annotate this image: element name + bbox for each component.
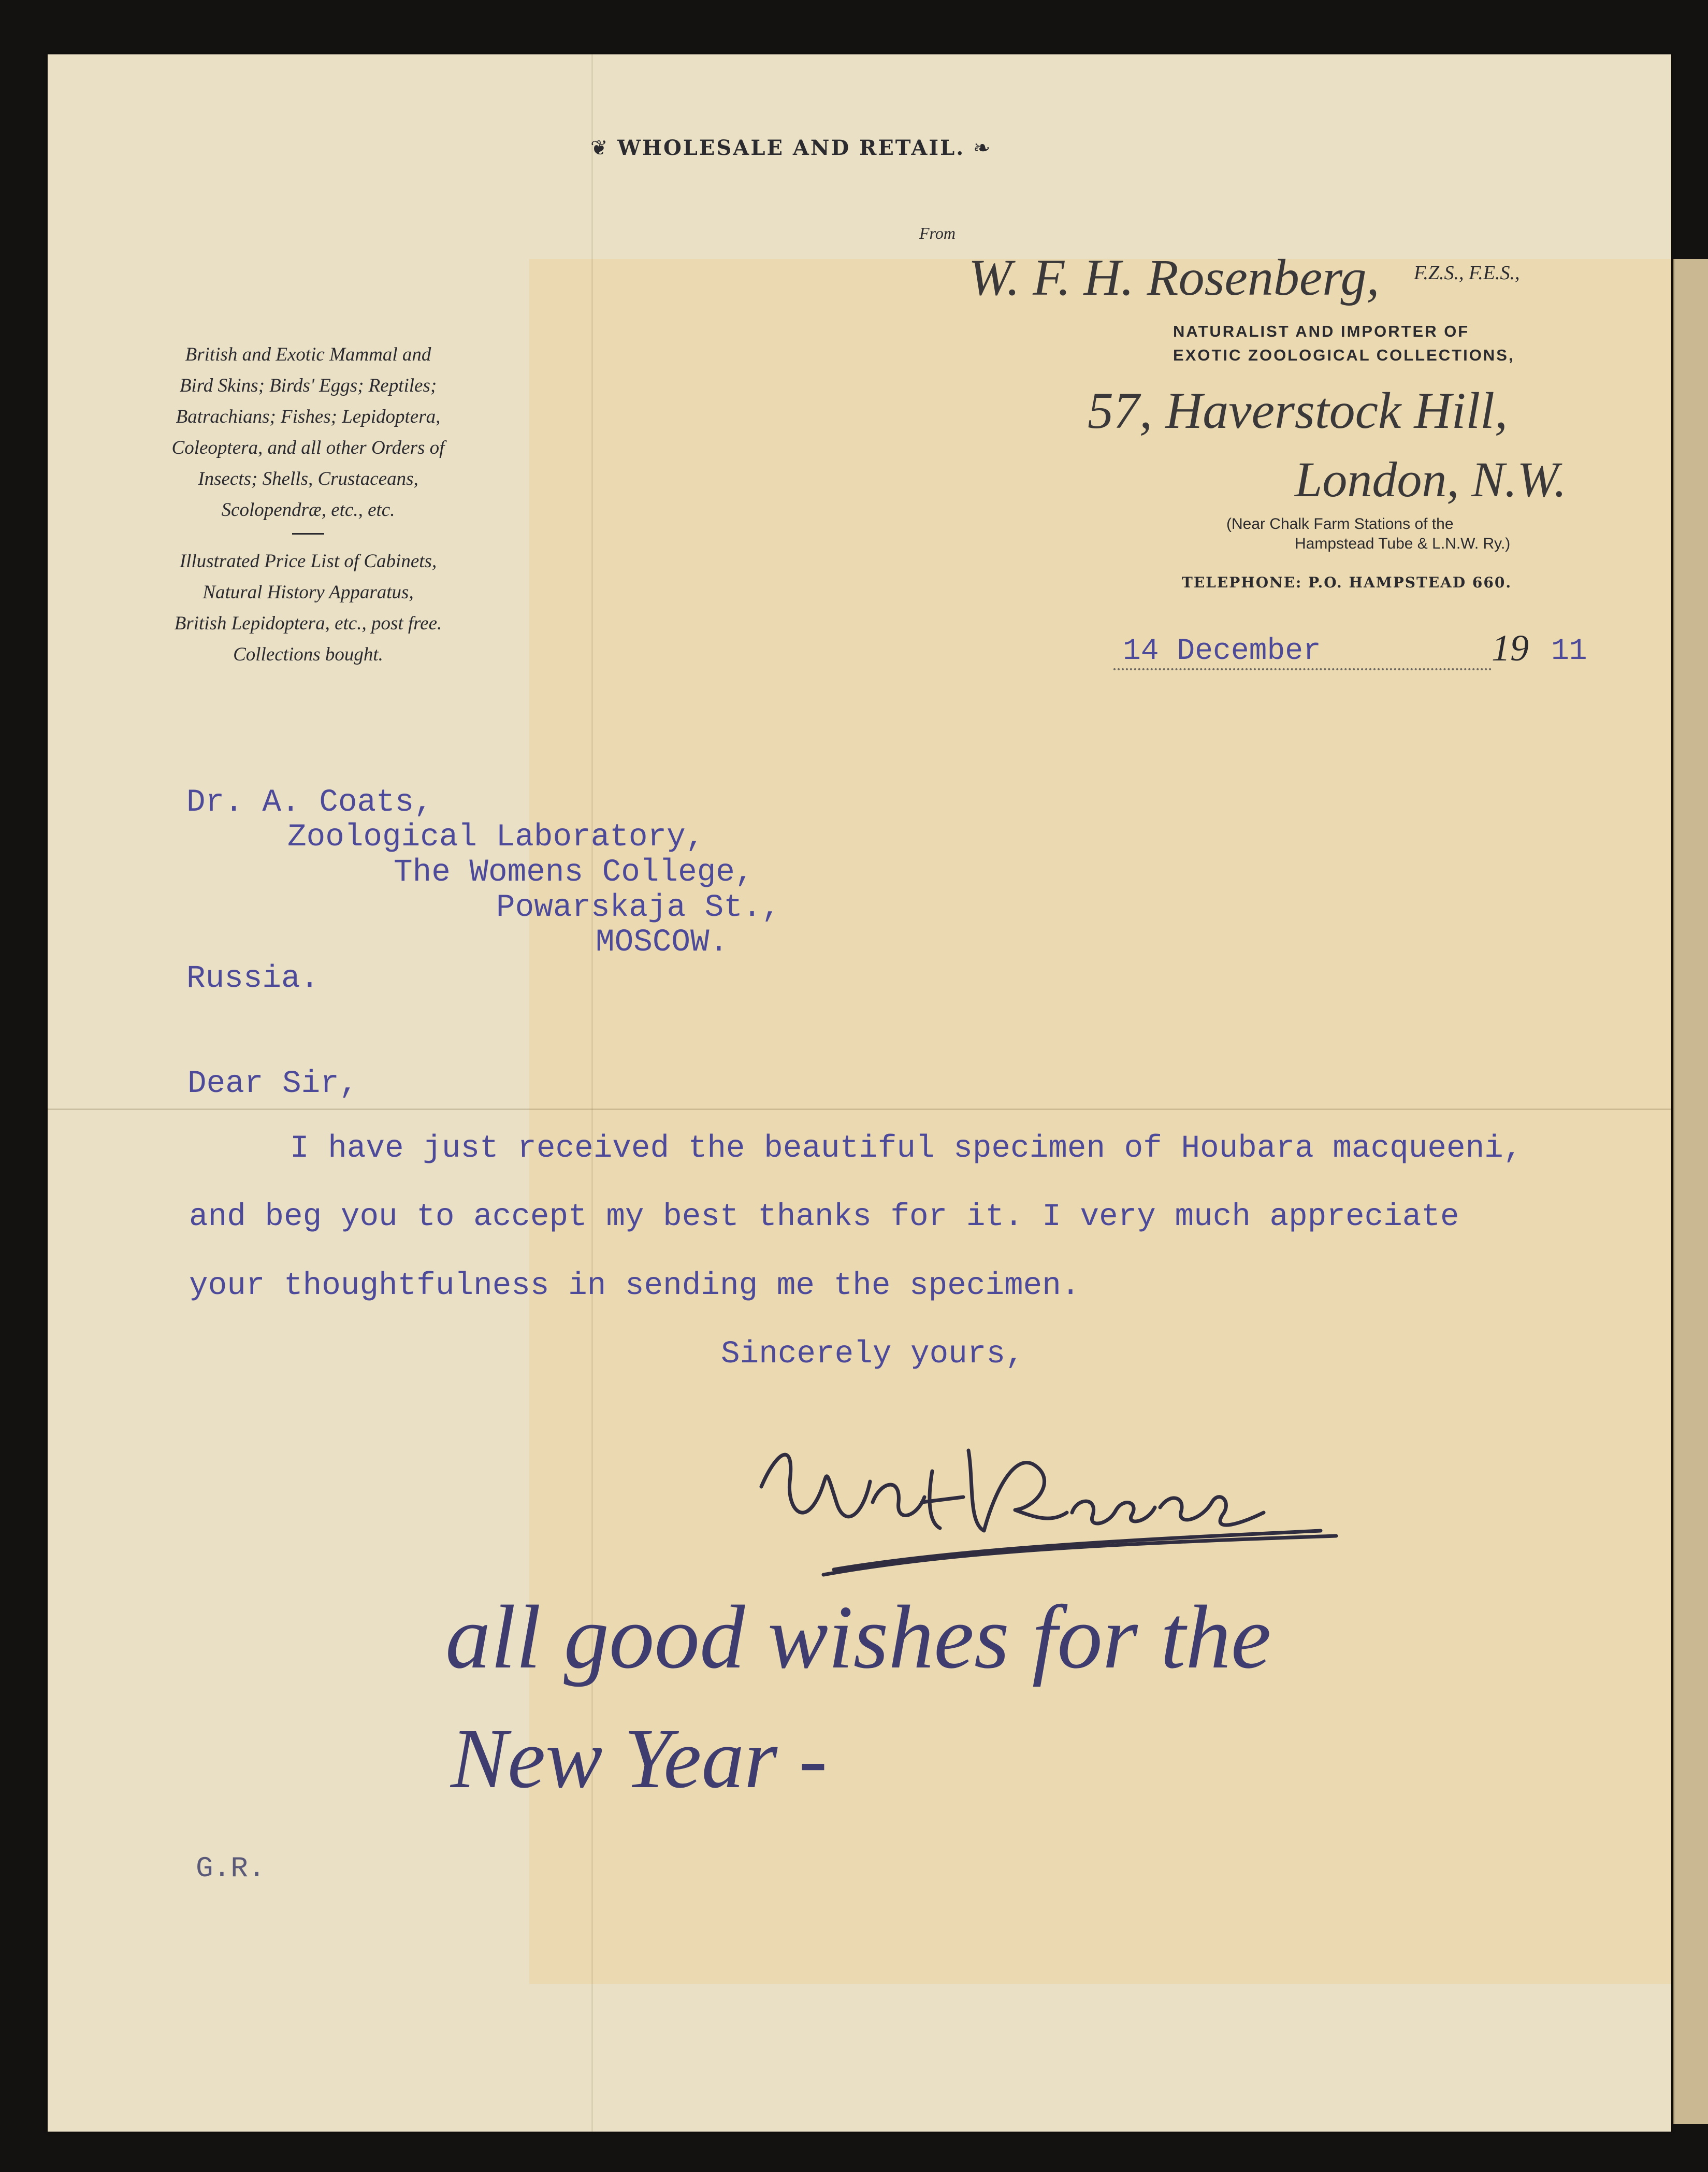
wares-list (119, 339, 497, 670)
signature (746, 1419, 1347, 1585)
telephone: TELEPHONE: P.O. HAMPSTEAD 660. (1182, 574, 1512, 591)
sender-name: W. F. H. Rosenberg, (968, 249, 1380, 306)
recipient-line-6: Russia. (186, 961, 320, 997)
services-line: Natural History Apparatus, (202, 582, 414, 603)
wares-line: Batrachians; Fishes; Lepidoptera, (176, 406, 441, 427)
wares-line: Insects; Shells, Crustaceans, (198, 468, 418, 490)
from-label: From (919, 224, 956, 242)
sender-credentials: F.Z.S., F.E.S., (1414, 262, 1520, 284)
flourish-right-icon: ❧ (965, 136, 992, 160)
postscript-line-2: New Year - (451, 1711, 828, 1806)
underlying-sheet (1673, 259, 1708, 2124)
station-note-2: Hampstead Tube & L.N.W. Ry.) (1295, 535, 1511, 552)
recipient-line-5: MOSCOW. (596, 925, 729, 960)
divider (292, 533, 324, 535)
closing: Sincerely yours, (721, 1336, 1024, 1372)
typist-initials: G.R. (196, 1852, 266, 1885)
body-line-1: I have just received the beautiful specimen of Houbara macqueeni, (290, 1131, 1523, 1167)
date-year-suffix: 11 (1551, 635, 1587, 668)
recipient-line-2: Zoological Laboratory, (287, 819, 705, 855)
recipient-line-1: Dr. A. Coats, (186, 785, 433, 821)
wares-line: Bird Skins; Birds' Eggs; Reptiles; (179, 375, 437, 396)
profession-line-1: NATURALIST AND IMPORTER OF (1173, 322, 1470, 340)
body-line-3: your thoughtfulness in sending me the specimen. (189, 1268, 1080, 1304)
wares-line: British and Exotic Mammal and (185, 344, 431, 365)
date-dotted-rule (1113, 668, 1492, 670)
banner (590, 136, 992, 160)
recipient-line-4: Powarskaja St., (496, 890, 781, 926)
horizontal-fold (48, 1109, 1671, 1110)
address-line-2: London, N.W. (1295, 452, 1567, 507)
vertical-fold (591, 54, 593, 2132)
station-note-1: (Near Chalk Farm Stations of the (1226, 515, 1454, 533)
address-line-1: 57, Haverstock Hill, (1088, 382, 1508, 439)
body-line-2: and beg you to accept my best thanks for it. I very much appreciate (189, 1199, 1459, 1235)
date-day-month: 14 December (1123, 635, 1321, 668)
postscript-line-1: all good wishes for the (445, 1587, 1271, 1687)
services-line: British Lepidoptera, etc., post free. (174, 613, 442, 634)
services-line: Collections bought. (233, 644, 383, 665)
banner-text: WHOLESALE AND RETAIL. (617, 136, 965, 160)
services-line: Illustrated Price List of Cabinets, (179, 551, 437, 572)
recipient-line-3: The Womens College, (394, 855, 754, 890)
salutation: Dear Sir, (187, 1066, 358, 1102)
wares-line: Coleoptera, and all other Orders of (171, 437, 445, 458)
wares-line: Scolopendræ, etc., etc. (221, 499, 395, 521)
flourish-left-icon: ❦ (590, 136, 618, 160)
date-year-prefix: 19 (1492, 627, 1529, 669)
profession-line-2: EXOTIC ZOOLOGICAL COLLECTIONS, (1173, 346, 1515, 364)
